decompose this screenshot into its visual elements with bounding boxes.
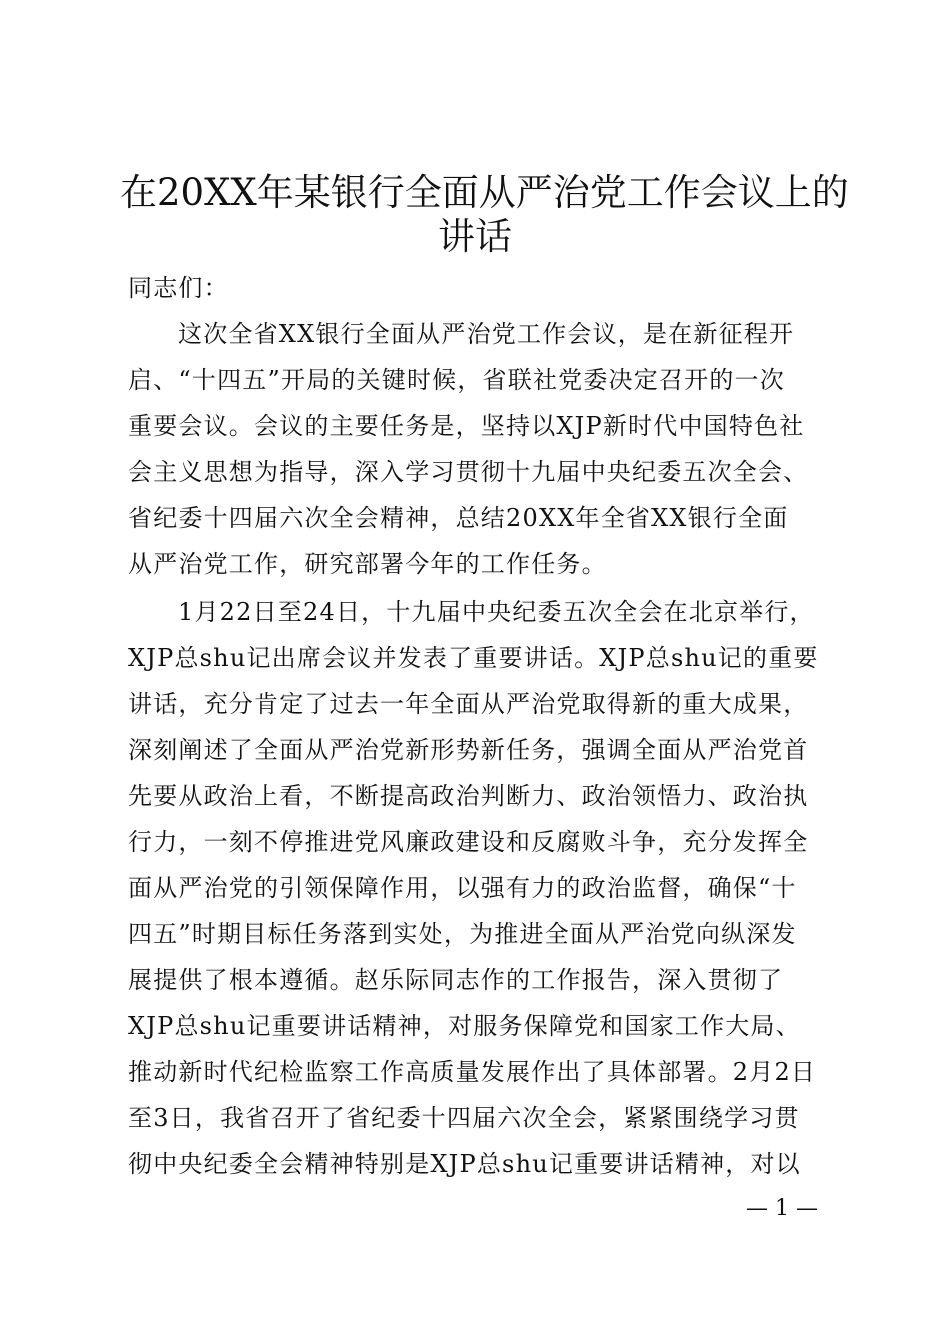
paragraph-line: 彻中央纪委全会精神特别是XJP总shu记重要讲话精神，对以 (128, 1150, 801, 1178)
paragraph-line: 展提供了根本遵循。赵乐际同志作的工作报告，深入贯彻了 (128, 966, 784, 994)
paragraph-line: 面从严治党的引领保障作用，以强有力的政治监督，确保“十 (128, 874, 797, 902)
paragraph-line: 省纪委十四届六次全会精神，总结20XX年全省XX银行全面 (128, 504, 789, 532)
paragraph-line: 深刻阐述了全面从严治党新形势新任务，强调全面从严治党首 (128, 736, 809, 764)
paragraph-line: 行力，一刻不停推进党风廉政建设和反腐败斗争，充分发挥全 (128, 828, 809, 856)
paragraph-line: 先要从政治上看，不断提高政治判断力、政治领悟力、政治执 (128, 782, 809, 810)
paragraph-line: 讲话，充分肯定了过去一年全面从严治党取得新的重大成果， (128, 690, 809, 718)
paragraph-line: 会主义思想为指导，深入学习贯彻十九届中央纪委五次全会、 (128, 458, 809, 486)
paragraph-line: 1月22日至24日，十九届中央纪委五次全会在北京举行， (178, 598, 815, 626)
paragraph-line: XJP总shu记重要讲话精神，对服务保障党和国家工作大局、 (128, 1012, 801, 1040)
paragraph-line: 推动新时代纪检监察工作高质量发展作出了具体部署。2月2日 (128, 1058, 817, 1086)
paragraph-line: 从严治党工作，研究部署今年的工作任务。 (128, 550, 607, 578)
paragraph-line: XJP总shu记出席会议并发表了重要讲话。XJP总shu记的重要 (128, 644, 819, 672)
paragraph-line: 启、“十四五”开局的关键时候，省联社党委决定召开的一次 (128, 366, 785, 394)
salutation: 同志们： (128, 274, 229, 302)
paragraph-line: 四五”时期目标任务落到实处，为推进全面从严治党向纵深发 (128, 920, 797, 948)
document-title-line-1: 在20XX年某银行全面从严治党工作会议上的 (120, 171, 849, 214)
paragraph-line: 重要会议。会议的主要任务是，坚持以XJP新时代中国特色社 (128, 412, 805, 440)
page-number: — 1 — (746, 1196, 818, 1221)
document-title-line-2: 讲话 (438, 215, 512, 258)
paragraph-line: 至3日，我省召开了省纪委十四届六次全会，紧紧围绕学习贯 (128, 1104, 800, 1132)
paragraph-line: 这次全省XX银行全面从严治党工作会议，是在新征程开 (178, 320, 795, 348)
